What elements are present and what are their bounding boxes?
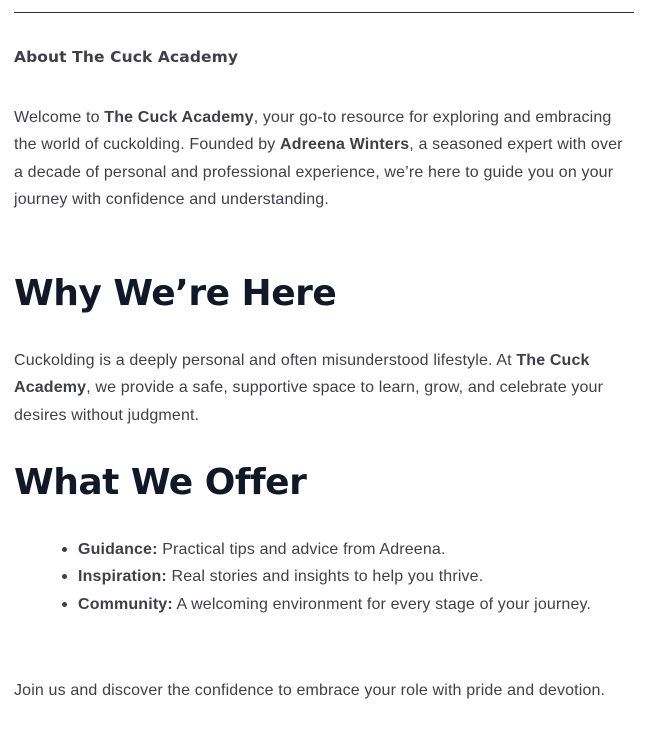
list-item — [78, 591, 653, 618]
bullet-icon — [62, 602, 67, 607]
intro-paragraph — [14, 104, 634, 214]
intro-bold-founder: Adreena Winters — [280, 136, 410, 154]
offer-item-text: A welcoming environment for every stage of your journey. — [172, 595, 592, 613]
why-heading: Why We’re Here — [14, 273, 337, 314]
closing-paragraph: Join us and discover the confidence to embrace your role with pride and devotion. — [14, 682, 606, 699]
list-item — [78, 536, 653, 563]
offer-item-text: Practical tips and advice from Adreena. — [157, 541, 446, 558]
intro-text-1: Welcome to — [14, 109, 105, 126]
offer-list — [14, 536, 653, 618]
why-bold-academy: The Cuck Academy — [14, 352, 590, 397]
list-item — [78, 563, 653, 590]
intro-text-3: , a seasoned expert with over a decade of personal and professional experience, we’re here to guide you on your journey with confidence and understanding. — [14, 136, 623, 209]
about-title: About The Cuck Academy — [14, 48, 239, 66]
why-text-1: Cuckolding is a deeply personal and often misunderstood lifestyle. At — [14, 352, 517, 369]
intro-bold-academy: The Cuck Academy — [104, 109, 254, 126]
offer-item-text: Real stories and insights to help you thrive. — [166, 568, 484, 586]
offer-item-label: Community: — [78, 595, 173, 613]
offer-heading: What We Offer — [14, 462, 307, 503]
bullet-icon — [62, 547, 67, 552]
why-text-2: , we provide a safe, supportive space to learn, grow, and celebrate your desires without judgment. — [14, 379, 604, 424]
top-divider — [14, 12, 634, 13]
why-paragraph — [14, 347, 634, 429]
offer-item-label: Guidance: — [78, 541, 158, 558]
intro-text-2: , your go-to resource for exploring and embracing the world of cuckolding. Founded by — [14, 109, 612, 154]
bullet-icon — [62, 574, 67, 579]
offer-item-label: Inspiration: — [78, 568, 167, 586]
